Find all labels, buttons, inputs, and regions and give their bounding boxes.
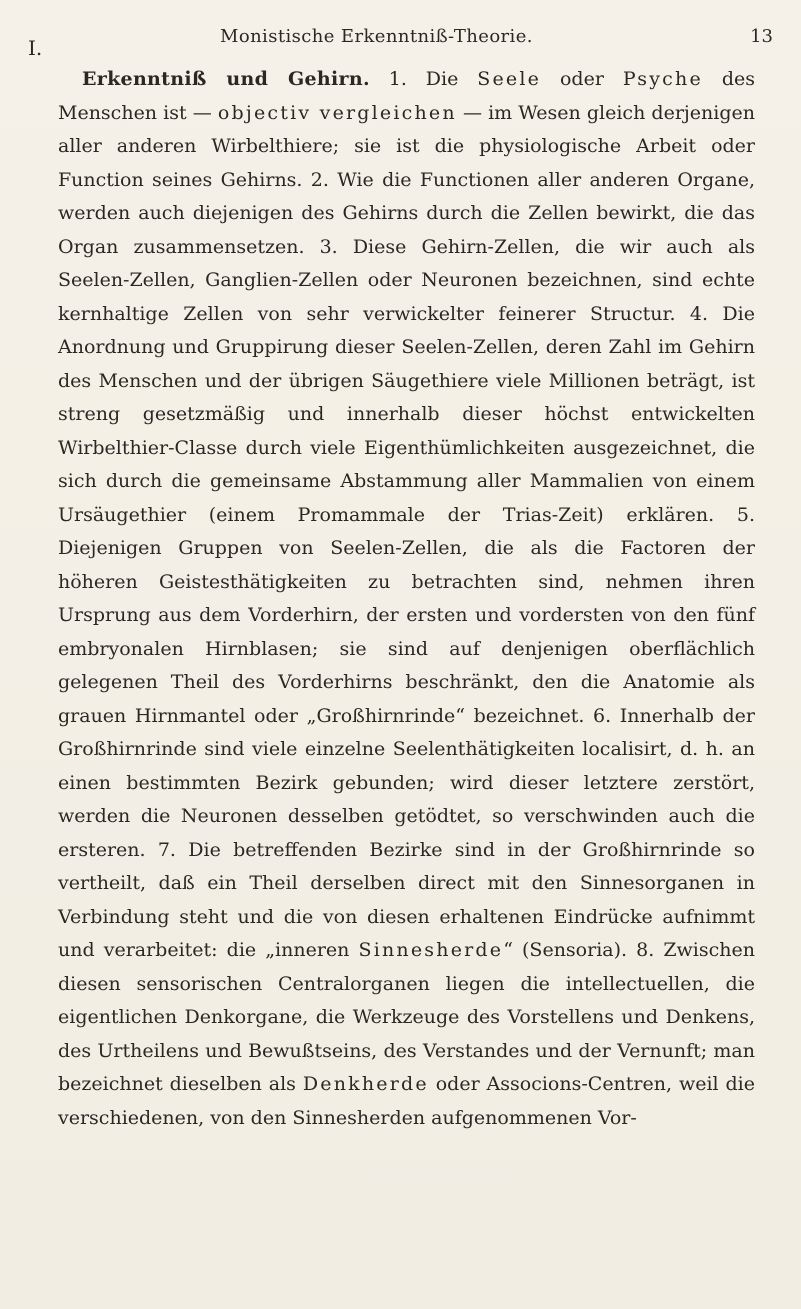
text-run: 1. Die bbox=[369, 68, 478, 90]
emphasis-denkherde: Denkherde bbox=[302, 1073, 429, 1095]
emphasis-sinnesherde: Sinnesherde bbox=[358, 939, 504, 961]
paragraph-lead: Erkenntniß und Gehirn. bbox=[82, 68, 370, 90]
section-number: I. bbox=[28, 36, 43, 60]
term-seele: Seele bbox=[477, 68, 542, 90]
running-head bbox=[28, 26, 773, 60]
emphasis-objectiv: objectiv vergleichen bbox=[217, 101, 457, 124]
text-run: oder Associons-Centren, weil die verschiedenen, von den Sinnesherden aufgenommenen Vor- bbox=[58, 1073, 755, 1129]
running-title: Monistische Erkenntniß-Theorie. bbox=[220, 26, 533, 47]
term-psyche: Psyche bbox=[622, 68, 703, 90]
body-paragraph bbox=[58, 63, 755, 1135]
text-run: des Menschen ist — bbox=[58, 68, 755, 124]
text-run: oder bbox=[541, 68, 623, 90]
page-number: 13 bbox=[750, 26, 773, 47]
text-run: “ (Sensoria). 8. Zwischen diesen sensorischen Centralorganen liegen die intellectuellen, die eigentlichen Denkorgane, die Werkzeuge des Vorstellens und Denkens, des Urtheilens und Bewußtseins, des Verstandes und der Vernunft; man bezeichnet dieselben als bbox=[58, 939, 755, 1095]
text-run: — im Wesen gleich derjenigen aller anderen Wirbelthiere; sie ist die physiologische Arbeit oder Function seines Gehirns. 2. Wie die Functionen aller anderen Organe, werden auch diejenigen des Gehirns durch die Zellen bewirkt, die das Organ zusammensetzen. 3. Diese Gehirn-Zellen, die wir auch als Seelen-Zellen, Ganglien-Zellen oder Neuronen bezeichnen, sind echte kernhaltige Zellen von sehr verwickelter feinerer Structur. 4. Die Anordnung und Gruppirung dieser Seelen-Zellen, deren Zahl im Gehirn des Menschen und der übrigen Säugethiere viele Millionen beträgt, ist streng gesetzmäßig und innerhalb dieser höchst entwickelten Wirbelthier-Classe durch viele Eigenthümlichkeiten ausgezeichnet, die sich durch die gemeinsame Abstammung aller Mammalien von einem Ursäugethier (einem Promammale der Trias-Zeit) erklären. 5. Diejenigen Gruppen von Seelen-Zellen, die als die Factoren der höheren Geistesthätigkeiten zu betrachten sind, nehmen ihren Ursprung aus dem Vorderhirn, der ersten und vordersten von den fünf embryonalen Hirnblasen; sie sind auf denjenigen oberflächlich gelegenen Theil des Vorderhirns beschränkt, den die Anatomie als grauen Hirnmantel oder „Großhirnrinde“ bezeichnet. 6. Innerhalb der Großhirnrinde sind viele einzelne Seelenthätigkeiten localisirt, d. h. an einen bestimmten Bezirk gebunden; wird dieser letztere zerstört, werden die Neuronen desselben getödtet, so verschwinden auch die ersteren. 7. Die betreffenden Bezirke sind in der Großhirnrinde so vertheilt, daß ein Theil derselben direct mit den Sinnesorganen in Verbindung steht und die von diesen erhaltenen Eindrücke aufnimmt und verarbeitet: die „inneren bbox=[58, 101, 756, 961]
